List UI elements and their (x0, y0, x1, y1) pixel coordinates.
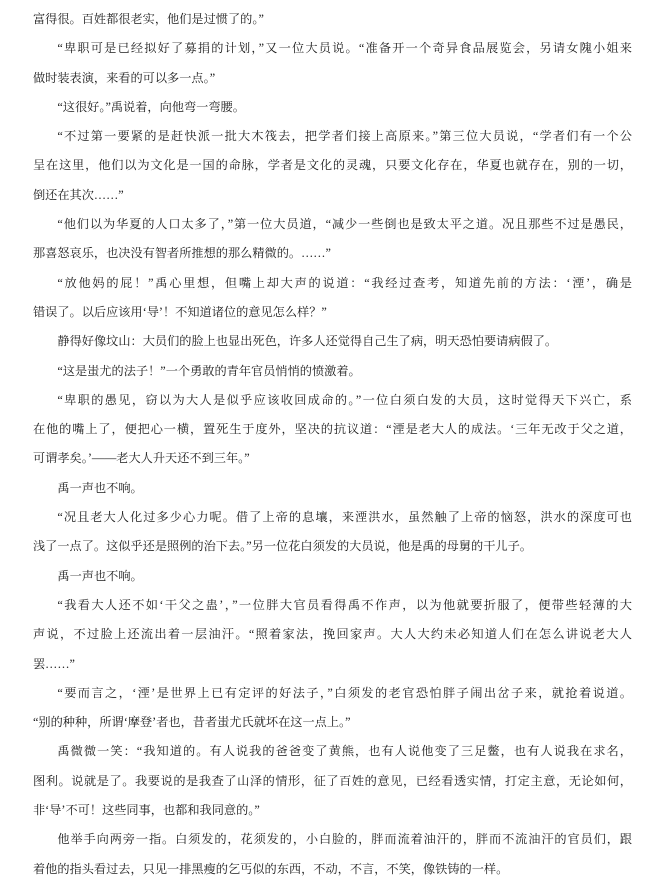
text-line: 那喜怒哀乐，也决没有智者所推想的那么精微的。……” (33, 246, 331, 261)
text-line: “别的种种，所谓‘摩登’者也，昔者蚩尤氏就坏在这一点上。” (33, 715, 351, 730)
text-line: “卑职可是已经拟好了募捐的计划，”又一位大员说。“准备开一个奇异食品展览会，另请女隗小姐来 (57, 41, 632, 56)
text-line: 呈在这里，他们以为文化是一国的命脉，学者是文化的灵魂，只要文化存在，华夏也就存在，别的一切， (33, 158, 632, 173)
text-line: “他们以为华夏的人口太多了，”第一位大员道，“减少一些倒也是致太平之道。况且那些不过是愚民， (57, 217, 632, 232)
text-line: 罢……” (33, 656, 75, 671)
text-line: 禹微微一笑：“我知道的。有人说我的爸爸变了黄熊，也有人说他变了三足鳖，也有人说我在求名， (57, 744, 632, 759)
text-line: 非‘导’不可！这些同事，也都和我同意的。” (33, 803, 260, 818)
text-line: “我看大人还不如‘干父之蛊’，”一位胖大官员看得禹不作声，以为他就要折服了，便带些轻薄的大 (57, 597, 632, 612)
text-line: 浅了一点了。这似乎还是照例的治下去。”另一位花白须发的大员说，他是禹的母舅的干儿子。 (33, 539, 532, 554)
text-line: “这很好。”禹说着，向他弯一弯腰。 (57, 99, 245, 114)
text-line: “这是蚩尤的法子！”一个勇敢的青年官员悄悄的愤激着。 (57, 363, 361, 378)
text-line: “况且老大人化过多少心力呢。借了上帝的息壤，来湮洪水，虽然触了上帝的恼怒，洪水的深度可也 (57, 510, 632, 525)
text-line: 禹一声也不响。 (57, 568, 143, 583)
text-line: 可谓孝矣。’——老大人升天还不到三年。” (33, 451, 250, 466)
text-line: “放他妈的屁！”禹心里想，但嘴上却大声的说道：“我经过查考，知道先前的方法：‘湮’，确是 (57, 275, 632, 290)
text-line: 声说，不过脸上还流出着一层油汗。“照着家法，挽回家声。大人大约未必知道人们在怎么讲说老大人 (33, 627, 632, 642)
text-line: 做时装表演，来看的可以多一点。” (33, 70, 216, 85)
text-line: 他举手向两旁一指。白须发的，花须发的，小白脸的，胖而流着油汗的，胖而不流油汗的官员们，跟 (57, 832, 632, 847)
text-line: 在他的嘴上了，便把心一横，置死生于度外，坚决的抗议道：“湮是老大人的成法。‘三年无改于父之道， (33, 422, 632, 437)
text-line: 着他的指头看过去，只见一排黑瘦的乞丐似的东西，不动，不言，不笑，像铁铸的一样。 (33, 861, 509, 876)
text-line: “不过第一要紧的是赶快派一批大木筏去，把学者们接上高原来。”第三位大员说，“学者们有一个公 (57, 129, 632, 144)
text-line: 错误了。以后应该用‘导’！不知道诸位的意见怎么样？” (33, 304, 327, 319)
text-line: 倒还在其次……” (33, 187, 124, 202)
text-line: 静得好像坟山：大员们的脸上也显出死色，许多人还觉得自己生了病，明天恐怕要请病假了。 (57, 334, 558, 349)
text-line: 富得很。百姓都很老实，他们是过惯了的。” (33, 12, 264, 26)
text-line: “要而言之，‘湮’是世界上已有定评的好法子，”白须发的老官恐怕胖子闹出岔子来，就抢着说道。 (57, 685, 632, 700)
text-line: 图利。说就是了。我要说的是我查了山泽的情形，征了百姓的意见，已经看透实情，打定主意，无论如何， (33, 773, 632, 788)
text-line: “卑职的愚见，窃以为大人是似乎应该收回成命的。”一位白须白发的大员，这时觉得天下兴亡，系 (57, 392, 632, 407)
text-line: 禹一声也不响。 (57, 480, 143, 495)
page-text (33, 5, 632, 884)
